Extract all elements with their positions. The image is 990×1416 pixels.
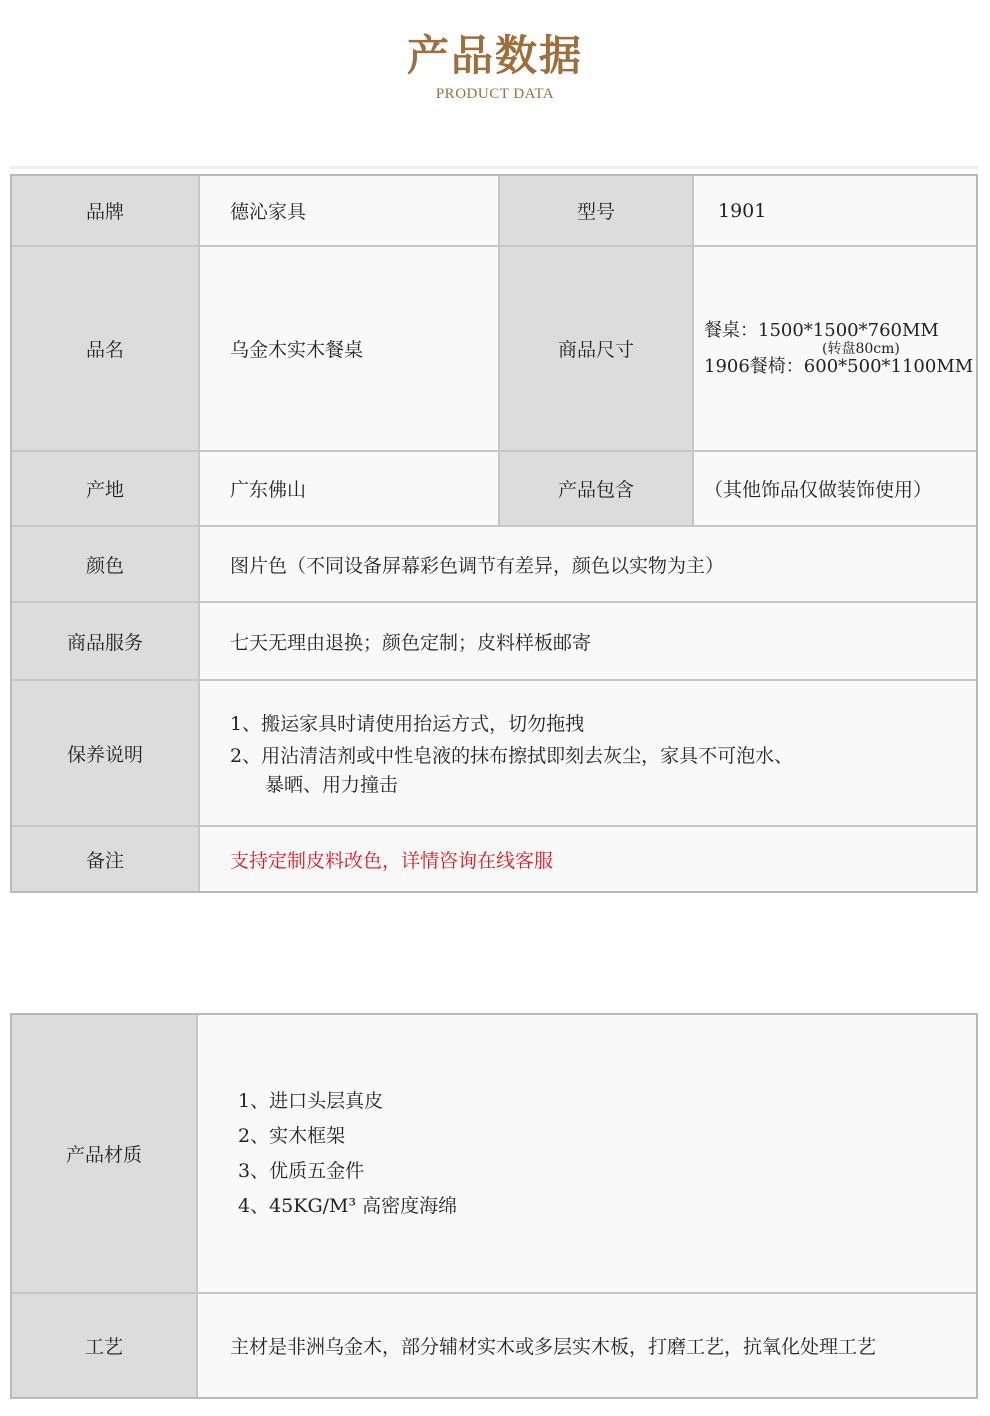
column-divider <box>498 176 500 525</box>
care-instructions <box>200 681 976 825</box>
care-line-1: 1、搬运家具时请使用抬运方式，切勿拖拽 <box>230 713 585 735</box>
model-label: 型号 <box>500 176 692 245</box>
origin-label: 产地 <box>12 452 198 525</box>
service-value: 七天无理由退换；颜色定制；皮料样板邮寄 <box>200 603 976 679</box>
size-turntable: (转盘80cm) <box>822 340 900 357</box>
note-value: 支持定制皮料改色，详情咨询在线客服 <box>200 827 976 891</box>
row-divider <box>12 825 976 827</box>
column-divider <box>692 176 694 525</box>
care-line-3: 暴晒、用力撞击 <box>265 774 399 796</box>
service-label: 商品服务 <box>12 603 198 679</box>
name-label: 品名 <box>12 247 198 450</box>
craft-value: 主材是非洲乌金木，部分辅材实木或多层实木板，打磨工艺，抗氧化处理工艺 <box>198 1294 976 1397</box>
divider <box>10 166 978 169</box>
size-label: 商品尺寸 <box>500 247 692 450</box>
package-label: 产品包含 <box>500 452 692 525</box>
page-title: 产品数据 <box>406 31 583 80</box>
model-value: 1901 <box>694 176 976 245</box>
color-label: 颜色 <box>12 527 198 601</box>
row-divider <box>12 601 976 603</box>
material-item: 2、实木框架 <box>238 1124 346 1147</box>
page-header <box>0 28 990 103</box>
material-item: 1、进口头层真皮 <box>238 1089 384 1112</box>
product-data-table <box>10 174 978 893</box>
row-divider <box>12 525 976 527</box>
material-list <box>198 1015 976 1292</box>
material-label: 产品材质 <box>12 1015 196 1292</box>
note-label: 备注 <box>12 827 198 891</box>
name-value: 乌金木实木餐桌 <box>200 247 498 450</box>
row-divider <box>12 450 976 452</box>
package-value: （其他饰品仅做装饰使用） <box>694 452 976 525</box>
size-chair: 1906餐椅：600*500*1100MM <box>704 355 974 377</box>
material-item: 3、优质五金件 <box>238 1159 365 1182</box>
care-line-2: 2、用沾清洁剂或中性皂液的抹布擦拭即刻去灰尘，家具不可泡水、 <box>230 745 794 767</box>
brand-label: 品牌 <box>12 176 198 245</box>
column-divider <box>198 176 200 891</box>
size-table: 餐桌：1500*1500*760MM <box>704 319 939 341</box>
material-item: 4、45KG/M³ 高密度海绵 <box>238 1194 458 1217</box>
row-divider <box>12 679 976 681</box>
column-divider <box>196 1015 198 1397</box>
brand-value: 德沁家具 <box>200 176 498 245</box>
origin-value: 广东佛山 <box>200 452 498 525</box>
row-divider <box>12 245 976 247</box>
color-value: 图片色（不同设备屏幕彩色调节有差异，颜色以实物为主） <box>200 527 976 601</box>
size-value <box>694 247 976 450</box>
craft-label: 工艺 <box>12 1294 196 1397</box>
row-divider <box>12 1292 976 1294</box>
material-table <box>10 1013 978 1399</box>
page-subtitle: PRODUCT DATA <box>435 86 555 102</box>
care-label: 保养说明 <box>12 681 198 825</box>
